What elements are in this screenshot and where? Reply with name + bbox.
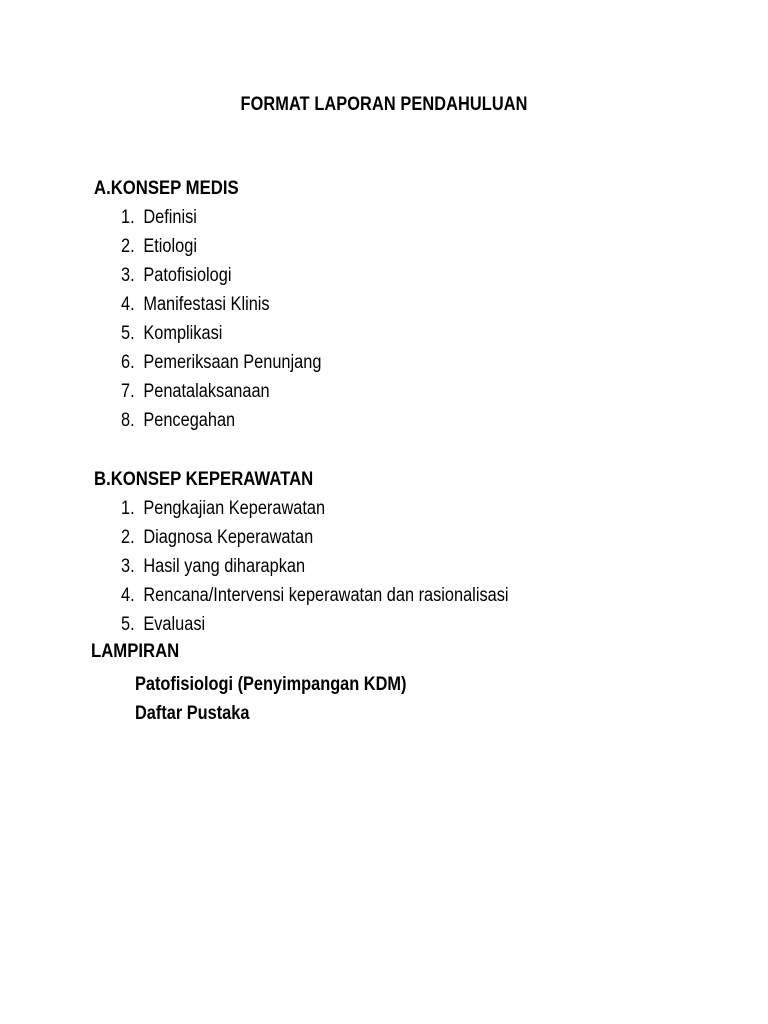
list-item-text: Evaluasi	[143, 614, 206, 635]
lampiran-heading: LAMPIRAN	[91, 641, 180, 662]
list-item-text: Hasil yang diharapkan	[143, 556, 306, 577]
list-item-number: 6.	[121, 352, 135, 373]
list-item-number: 4.	[121, 585, 135, 606]
list-item-text: Pencegahan	[143, 410, 236, 431]
list-item-number: 3.	[121, 556, 135, 577]
list-item	[121, 377, 321, 406]
list-item-number: 5.	[121, 614, 135, 635]
list-item-text: Patofisiologi	[143, 265, 232, 286]
lampiran-item: Daftar Pustaka	[135, 703, 250, 724]
list-item	[121, 261, 321, 290]
section-a-heading: A.KONSEP MEDIS	[94, 178, 239, 199]
list-item-text: Etiologi	[143, 236, 197, 257]
list-item-number: 2.	[121, 527, 135, 548]
list-item-text: Definisi	[143, 207, 197, 228]
list-item-text: Pengkajian Keperawatan	[143, 498, 326, 519]
list-item	[121, 581, 509, 610]
list-item	[121, 523, 509, 552]
list-item-number: 7.	[121, 381, 135, 402]
list-item	[121, 610, 509, 639]
section-b-list	[121, 494, 572, 639]
list-item-text: Manifestasi Klinis	[143, 294, 270, 315]
list-item-number: 5.	[121, 323, 135, 344]
list-item-number: 4.	[121, 294, 135, 315]
lampiran-item: Patofisiologi (Penyimpangan KDM)	[135, 674, 407, 695]
list-item	[121, 406, 321, 435]
list-item-text: Pemeriksaan Penunjang	[143, 352, 322, 373]
section-b-heading: B.KONSEP KEPERAWATAN	[94, 469, 314, 490]
document-title: FORMAT LAPORAN PENDAHULUAN	[240, 94, 528, 115]
list-item-text: Penatalaksanaan	[143, 381, 270, 402]
lampiran-list	[135, 670, 451, 728]
list-item	[121, 552, 509, 581]
list-item	[121, 290, 321, 319]
list-item	[121, 494, 509, 523]
list-item-text: Komplikasi	[143, 323, 223, 344]
list-item-number: 1.	[121, 207, 135, 228]
list-item-text: Rencana/Intervensi keperawatan dan rasionalisasi	[143, 585, 509, 606]
list-item	[121, 319, 321, 348]
list-item-number: 8.	[121, 410, 135, 431]
list-item-text: Diagnosa Keperawatan	[143, 527, 314, 548]
list-item	[121, 232, 321, 261]
list-item-number: 2.	[121, 236, 135, 257]
list-item-number: 1.	[121, 498, 135, 519]
list-item	[121, 348, 321, 377]
list-item	[121, 203, 321, 232]
list-item-number: 3.	[121, 265, 135, 286]
section-a-list	[121, 203, 354, 435]
